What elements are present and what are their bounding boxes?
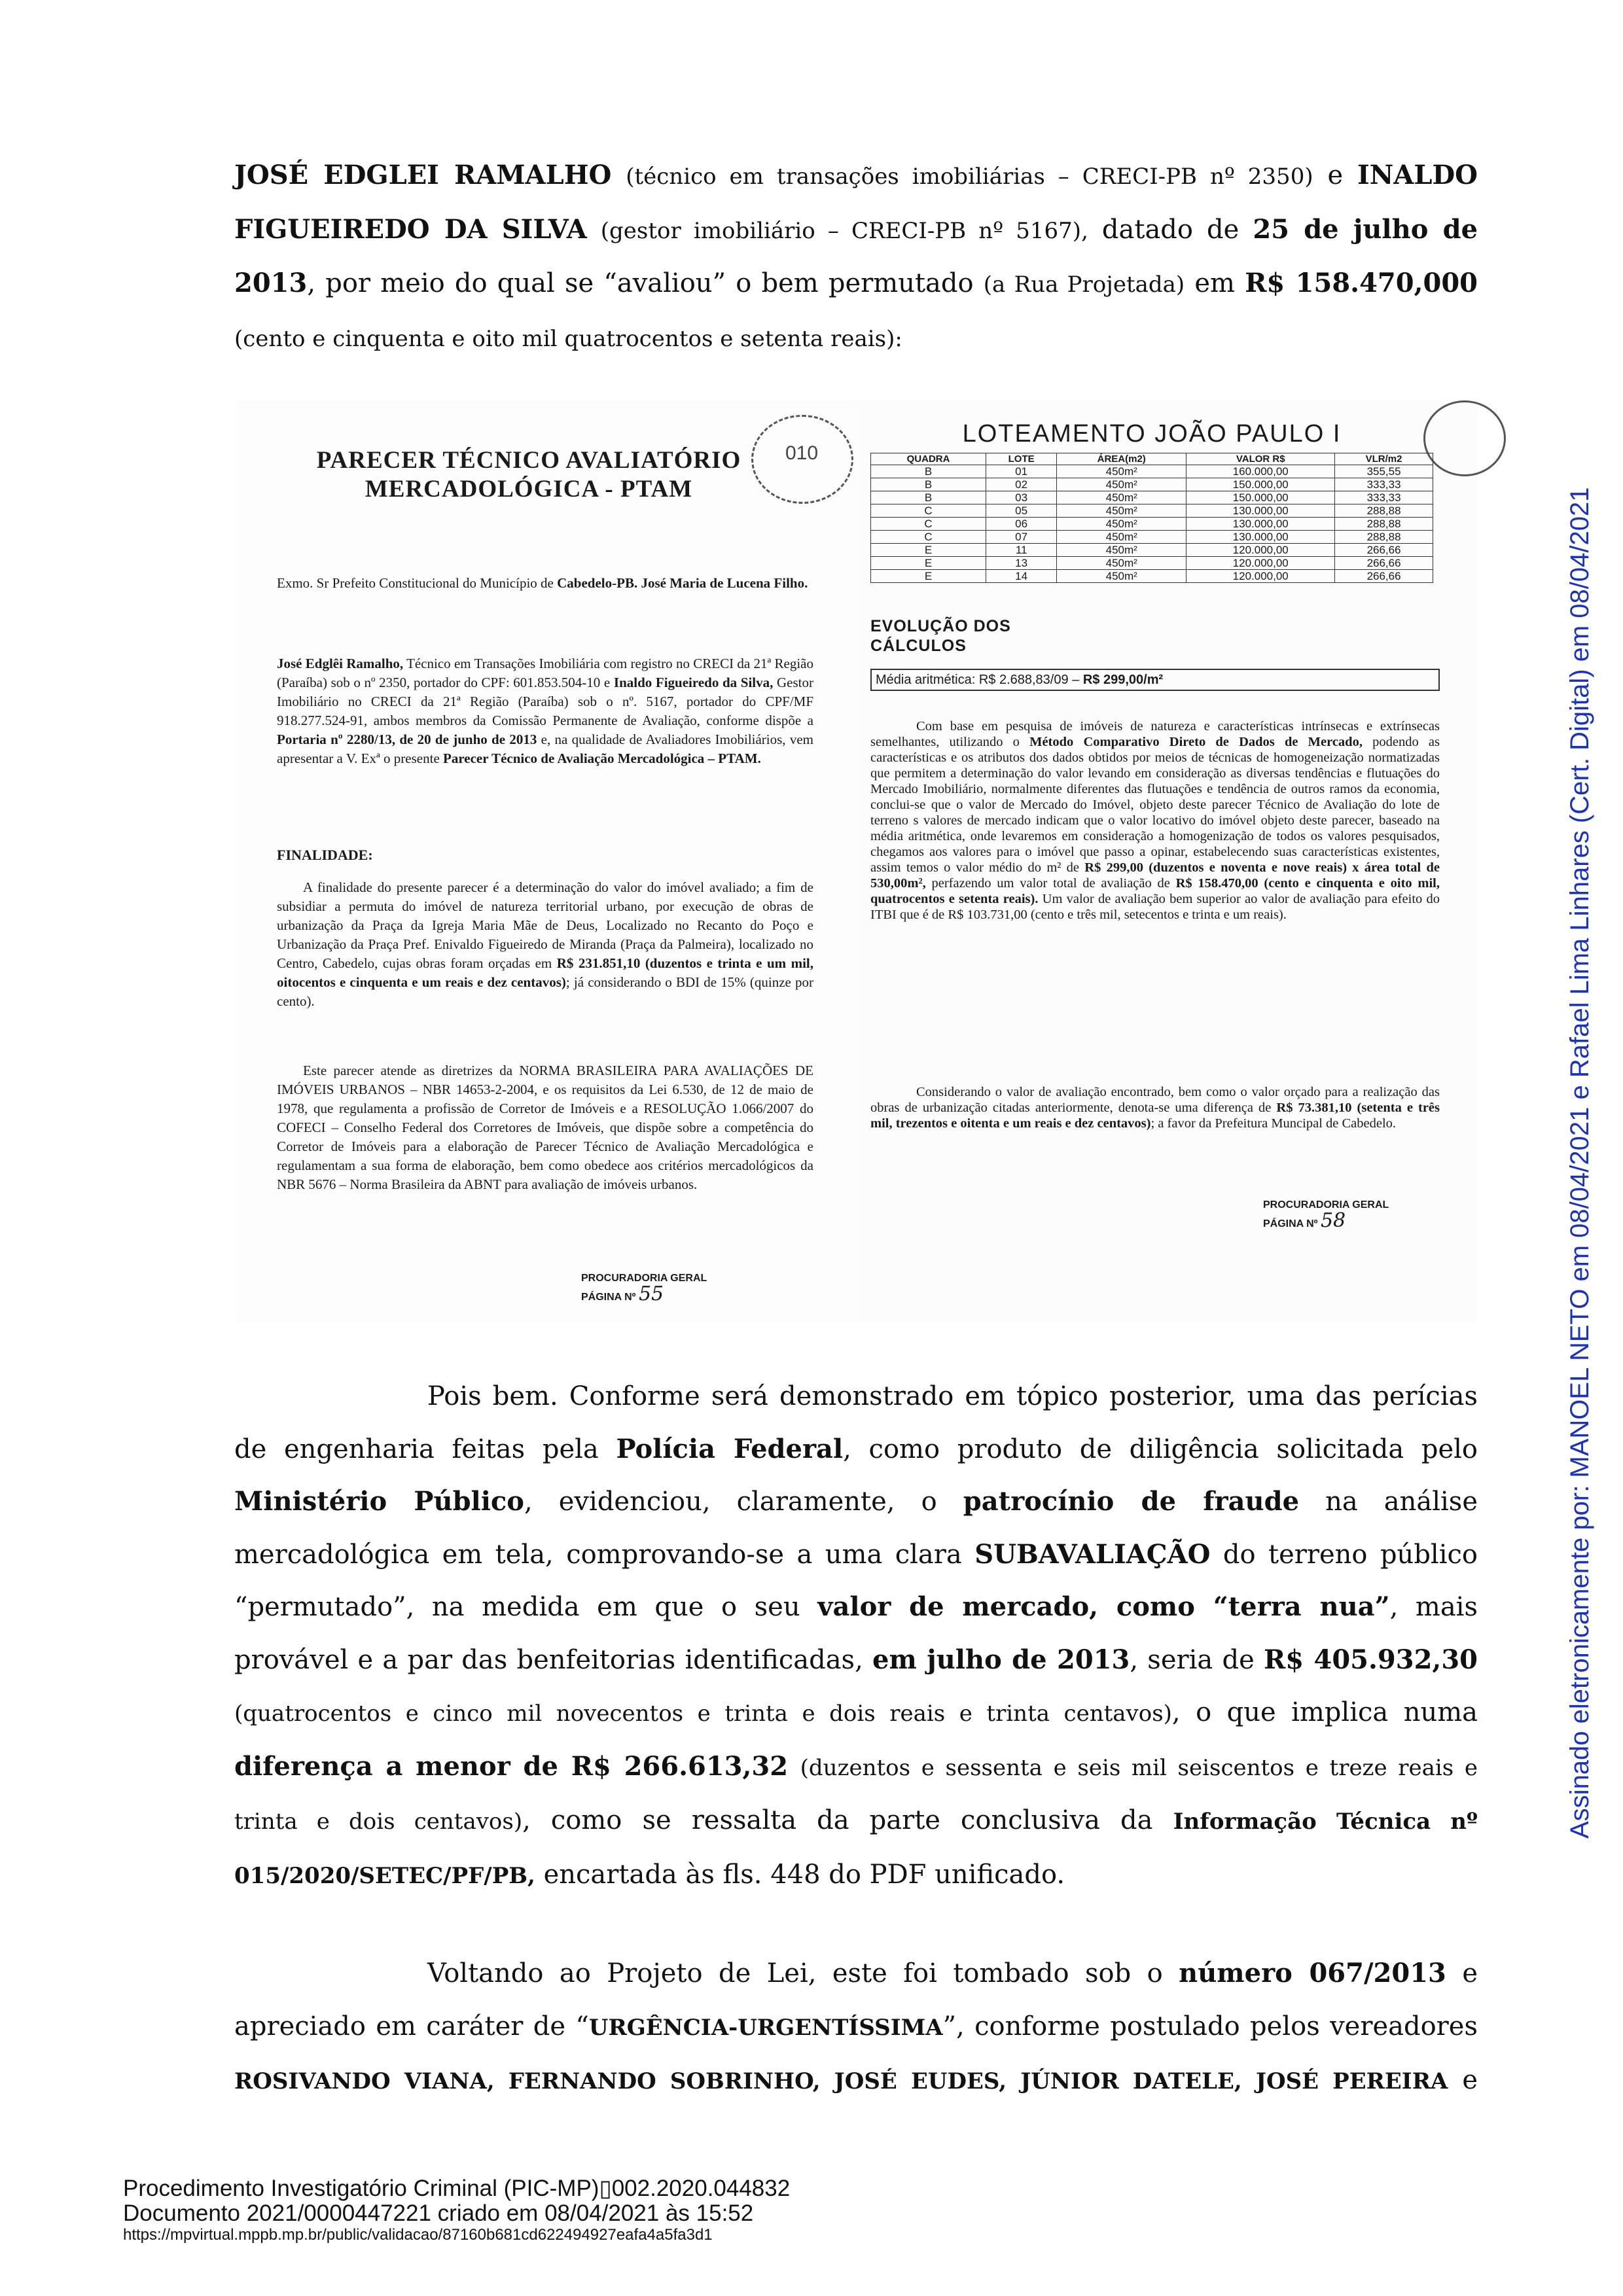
text: Gestor Imobiliário no CRECI da 21ª Região (Paraíba) sob o nº. 5167, portador do CPF/MF 918.277.524-91, ambos membros da Comissão Permanente de Avaliação, conforme dispõe a xyxy=(277,675,814,728)
table-row xyxy=(871,544,1433,557)
text: Um valor de avaliação bem superior ao valor de avaliação para efeito do ITBI que é de R$ 103.731,00 (cento e três mil, setecentos e trinta e um reais). xyxy=(870,892,1440,922)
table-cell: E xyxy=(871,570,986,583)
table-cell: 01 xyxy=(986,465,1057,478)
table-row xyxy=(871,465,1433,478)
table-cell: 160.000,00 xyxy=(1186,465,1335,478)
table-cell: 288,88 xyxy=(1335,518,1433,531)
footer xyxy=(123,2176,790,2244)
table-body xyxy=(871,465,1433,583)
table-cell: 130.000,00 xyxy=(1186,518,1335,531)
table-cell: 06 xyxy=(986,518,1057,531)
text-bold: José Edglêi Ramalho, xyxy=(277,656,404,671)
table-cell: 333,33 xyxy=(1335,478,1433,491)
intro-block xyxy=(277,654,813,768)
table-cell: B xyxy=(871,478,986,491)
digital-signature: Assinado eletronicamente por: MANOEL NETO em 08/04/2021 e Rafael Lima Linhares (Cert. Digital) em 08/04/2021 xyxy=(1565,487,1594,1839)
text-bold: número 067/2013 xyxy=(1179,1958,1446,1988)
table-cell: 130.000,00 xyxy=(1186,531,1335,544)
text-small: (quatrocentos e cinco mil novecentos e trinta e dois reais e trinta centavos) xyxy=(234,1701,1172,1727)
text: ”, conforme postulado pelos vereadores xyxy=(942,2011,1478,2041)
text: podendo as características e os atributos dos dados obtidos por meios de técnicas de homogeneização normatizadas que permitem a determinação do valor levando em consideração as diversas tendências e flutuações do Mercado Imobiliário, normalmente diferentes das flutuações e tendência de outros ramos da economia, conclui-se que o valor de Mercado do Imóvel, objeto deste parecer Técnico de Avaliação do lote de terreno s valores de mercado indicam que o valor locativo do imóvel objeto deste parecer, baseado na média aritmética, onde levaremos em consideração a homogenização de todos os valores pesquisados, chegamos aos valores para o imóvel que passo a opinar, estabelecendo suas características existentes, assim temos o valor médio do m² de xyxy=(870,735,1440,875)
stamp-org: PROCURADORIA GERAL xyxy=(581,1273,707,1284)
name-edglei: JOSÉ EDGLEI RAMALHO xyxy=(234,160,612,190)
table-header-cell: ÁREA(m2) xyxy=(1057,453,1186,465)
finalidade-heading: FINALIDADE: xyxy=(277,847,373,863)
table-header-row xyxy=(871,453,1433,465)
text: , mais provável e a par das benfeitorias identificadas, xyxy=(234,1592,1478,1675)
text: perfazendo um valor total de avaliação de xyxy=(931,876,1170,891)
text-bold: Cabedelo-PB. José Maria de Lucena Filho. xyxy=(557,575,808,591)
table-header-cell: VLR/m2 xyxy=(1335,453,1433,465)
table-cell: 450m² xyxy=(1057,557,1186,570)
table-cell: 450m² xyxy=(1057,504,1186,518)
text: , por meio do qual se “avaliou” o bem permutado xyxy=(307,268,974,298)
table-row xyxy=(871,504,1433,518)
table-cell: 07 xyxy=(986,531,1057,544)
table-cell: B xyxy=(871,491,986,504)
text: ; a favor da Prefeitura Muncipal de Cabedelo. xyxy=(1150,1116,1397,1131)
table-cell: 450m² xyxy=(1057,570,1186,583)
salutation xyxy=(277,574,813,593)
table-row xyxy=(871,570,1433,583)
text: em xyxy=(1194,268,1235,298)
text: encartada às fls. 448 do PDF unificado. xyxy=(543,1859,1065,1890)
text-bold: Ministério Público xyxy=(234,1486,524,1517)
scan-left-page xyxy=(234,400,856,1322)
table-cell: 02 xyxy=(986,478,1057,491)
table-cell: 450m² xyxy=(1057,531,1186,544)
text: Exmo. Sr Prefeito Constitucional do Município de xyxy=(277,575,554,591)
table-cell: 450m² xyxy=(1057,478,1186,491)
text: Pois bem. Conforme será demonstrado em tópico posterior, uma das perícias de engenharia feitas pela xyxy=(234,1381,1478,1464)
conclusion-text xyxy=(870,1084,1440,1131)
text: , como se ressalta da parte conclusiva da xyxy=(522,1805,1153,1835)
text: e, na qualidade de Avaliadores Imobiliários, vem apresentar a V. Exª o presente xyxy=(277,732,813,766)
table-row xyxy=(871,478,1433,491)
table-cell: 120.000,00 xyxy=(1186,570,1335,583)
table-cell: 288,88 xyxy=(1335,531,1433,544)
table-cell: 288,88 xyxy=(1335,504,1433,518)
text: na análise mercadológica em tela, comprovando-se a uma clara xyxy=(234,1487,1478,1570)
stamp-label: PÁGINA Nº xyxy=(581,1292,636,1303)
text-bold: Parecer Técnico de Avaliação Mercadológica – PTAM. xyxy=(443,751,761,766)
text-bold: Polícia Federal xyxy=(616,1433,844,1464)
table-cell: 450m² xyxy=(1057,465,1186,478)
stamp-org: PROCURADORIA GERAL xyxy=(1263,1199,1389,1210)
table-cell: 05 xyxy=(986,504,1057,518)
stamp-number: 010 xyxy=(785,442,819,464)
text-bold: Inaldo Figueiredo da Silva, xyxy=(613,675,774,690)
text: datado de xyxy=(1101,214,1240,245)
table-row xyxy=(871,531,1433,544)
procuradoria-stamp xyxy=(581,1271,707,1305)
date-laudo: 25 de julho de 2013 xyxy=(234,213,1478,298)
text: e xyxy=(1462,2065,1478,2095)
table-row xyxy=(871,491,1433,504)
paragraph-projeto-lei xyxy=(234,1947,1478,2106)
name-inaldo: INALDO FIGUEIREDO DA SILVA xyxy=(234,160,1478,245)
procuradoria-stamp xyxy=(1263,1197,1389,1232)
finalidade-text xyxy=(277,878,813,1011)
text: , evidenciou, claramente, o xyxy=(524,1487,937,1517)
text-bold: R$ 405.932,30 xyxy=(1264,1644,1478,1675)
text-bold: diferença a menor de R$ 266.613,32 xyxy=(234,1750,789,1782)
table-cell: C xyxy=(871,518,986,531)
text: e apreciado em caráter de “ xyxy=(234,1958,1478,2041)
role-inaldo: (gestor imobiliário – CRECI-PB nº 5167), xyxy=(600,217,1088,244)
text-bold: Portaria nº 2280/13, de 20 de junho de 2013 xyxy=(277,732,537,747)
table-cell: 355,55 xyxy=(1335,465,1433,478)
text-bold: Informação Técnica nº 015/2020/SETEC/PF/PB, xyxy=(234,1809,1478,1889)
ptam-title: PARECER TÉCNICO AVALIATÓRIO MERCADOLÓGICA - PTAM xyxy=(316,447,741,503)
evolucao-heading: EVOLUÇÃO DOS CÁLCULOS xyxy=(870,617,1011,655)
table-cell: 266,66 xyxy=(1335,544,1433,557)
scan-right-page xyxy=(857,400,1478,1322)
text-bold: em julho de 2013 xyxy=(872,1644,1130,1675)
text: , como produto de diligência solicitada pelo xyxy=(843,1434,1478,1464)
text-bold: valor de mercado, como “terra nua” xyxy=(817,1591,1390,1622)
loteamento-title: LOTEAMENTO JOÃO PAULO I xyxy=(962,420,1342,448)
paragraph-pericia xyxy=(234,1370,1478,1902)
text-bold: patrocínio de fraude xyxy=(963,1486,1300,1517)
paragraph-intro xyxy=(234,149,1478,365)
footer-validation-link[interactable]: https://mpvirtual.mppb.mp.br/public/validacao/87160b681cd622494927eafa4a5fa3d1 xyxy=(123,2226,713,2244)
text: A finalidade do presente parecer é a determinação do valor do imóvel avaliado; a fim de subsidiar a permuta do imóvel de natureza territorial urbano, por execução de obras de urbanização da Praça da Igreja Maria Mãe de Deus, Localizado no Recanto do Poço e Urbanização da Praça Pref. Enivaldo Figueiredo de Miranda (Praça da Palmeira), localizado no Centro, Cabedelo, cujas obras foram orçadas em xyxy=(277,879,813,971)
text-bold: R$ 231.851,10 (duzentos e trinta e um mil, oitocentos e cinquenta e um reais e dez centavos) xyxy=(277,955,813,990)
stamp-page: 58 xyxy=(1320,1209,1346,1232)
table-cell: B xyxy=(871,465,986,478)
table-cell: 03 xyxy=(986,491,1057,504)
text: Com base em pesquisa de imóveis de natureza e características intrínsecas e extrínsecas semelhantes, utilizando o xyxy=(870,719,1440,749)
stamp-label: PÁGINA Nº xyxy=(1263,1218,1318,1229)
table-cell: 13 xyxy=(986,557,1057,570)
text-small: (duzentos e sessenta e seis mil seiscentos e treze reais e trinta e dois centavos) xyxy=(234,1754,1478,1835)
table-cell: 150.000,00 xyxy=(1186,491,1335,504)
table-cell: 11 xyxy=(986,544,1057,557)
table-cell: E xyxy=(871,544,986,557)
text-bold: ROSIVANDO VIANA, FERNANDO SOBRINHO, JOSÉ EUDES, JÚNIOR DATELE, JOSÉ PEREIRA xyxy=(234,2068,1448,2094)
text-bold: Método Comparativo Direto de Dados de Mercado, xyxy=(1029,735,1363,749)
table-cell: C xyxy=(871,531,986,544)
norma-text: Este parecer atende as diretrizes da NORMA BRASILEIRA PARA AVALIAÇÕES DE IMÓVEIS URBANOS – NBR 14653-2-2004, e os requisitos da Lei 6.530, de 12 de maio de 1978, que regulamenta a profissão de Corretor de Imóveis e a RESOLUÇÃO 1.066/2007 do COFECI – Conselho Federal dos Corretores de Imóveis, que dispõe sobre a competência do Corretor de Imóveis para a elaboração de Parecer Técnico de Avaliação Mercadológica e regulamentam a sua forma de elaboração, bem como obedece aos critérios mercadológicos da NBR 5676 – Norma Brasileira da ABNT para avaliação de imóveis urbanos. xyxy=(277,1063,813,1192)
footer-procedimento: Procedimento Investigatório Criminal (PIC-MP)▯002.2020.044832 xyxy=(123,2176,791,2201)
table-cell: E xyxy=(871,557,986,570)
footer-documento: Documento 2021/0000447221 criado em 08/04/2021 às 15:52 xyxy=(123,2200,754,2226)
media-box xyxy=(870,669,1440,691)
scanned-ptam-image xyxy=(234,400,1478,1322)
table-cell: 450m² xyxy=(1057,491,1186,504)
text-bold: R$ 158.470,00 (cento e cinquenta e oito mil, quatrocentos e setenta reais). xyxy=(870,876,1440,906)
table-cell: 333,33 xyxy=(1335,491,1433,504)
circular-stamp xyxy=(1423,400,1506,476)
table-cell: 450m² xyxy=(1057,518,1186,531)
table-cell: C xyxy=(871,504,986,518)
text: Voltando ao Projeto de Lei, este foi tombado sob o xyxy=(427,1958,1163,1988)
table-header-cell: VALOR R$ xyxy=(1186,453,1335,465)
role-edglei: (técnico em transações imobiliárias – CRECI-PB nº 2350) xyxy=(626,164,1313,190)
table-cell: 120.000,00 xyxy=(1186,544,1335,557)
text: , o que implica numa xyxy=(1171,1697,1478,1727)
table-cell: 450m² xyxy=(1057,544,1186,557)
text-bold: R$ 73.381,10 (setenta e três mil, trezentos e oitenta e um reais e dez centavos) xyxy=(870,1101,1440,1131)
table-cell: 130.000,00 xyxy=(1186,504,1335,518)
text-bold: SUBAVALIAÇÃO xyxy=(974,1538,1211,1570)
table-row xyxy=(871,518,1433,531)
text-bold: R$ 299,00 (duzentos e noventa e nove reais) x área total de 530,00m², xyxy=(870,860,1440,891)
loteamento-table xyxy=(870,453,1433,583)
conjunction: e xyxy=(1327,160,1344,190)
table-header-cell: LOTE xyxy=(986,453,1057,465)
calc-text xyxy=(870,718,1440,923)
stamp-page: 55 xyxy=(638,1282,664,1305)
text-bold: R$ 299,00/m² xyxy=(1082,673,1164,687)
table-cell: 266,66 xyxy=(1335,557,1433,570)
text: do terreno público “permutado”, na medida em que o seu xyxy=(234,1539,1478,1622)
text: Técnico em Transações Imobiliária com registro no CRECI da 21ª Região (Paraíba) sob o nº 2350, portador do CPF: 601.853.504-10 e xyxy=(277,656,814,690)
table-cell: 266,66 xyxy=(1335,570,1433,583)
text-paren: (a Rua Projetada) xyxy=(983,272,1185,298)
table-cell: 14 xyxy=(986,570,1057,583)
table-cell: 120.000,00 xyxy=(1186,557,1335,570)
value-avaliado: R$ 158.470,000 xyxy=(1245,268,1478,298)
table-header-cell: QUADRA xyxy=(871,453,986,465)
table-cell: 150.000,00 xyxy=(1186,478,1335,491)
text: , seria de xyxy=(1130,1644,1255,1675)
text: ; já considerando o BDI de 15% (quinze por cento). xyxy=(277,974,813,1009)
value-words: (cento e cinquenta e oito mil quatrocentos e setenta reais): xyxy=(234,325,902,352)
text: Considerando o valor de avaliação encontrado, bem como o valor orçado para a realização das obras de urbanização citadas anteriormente, denota-se uma diferença de xyxy=(870,1085,1440,1115)
table-row xyxy=(871,557,1433,570)
text: Média aritmética: R$ 2.688,83/09 – xyxy=(876,673,1080,687)
text-bold: URGÊNCIA-URGENTÍSSIMA xyxy=(588,2014,943,2041)
